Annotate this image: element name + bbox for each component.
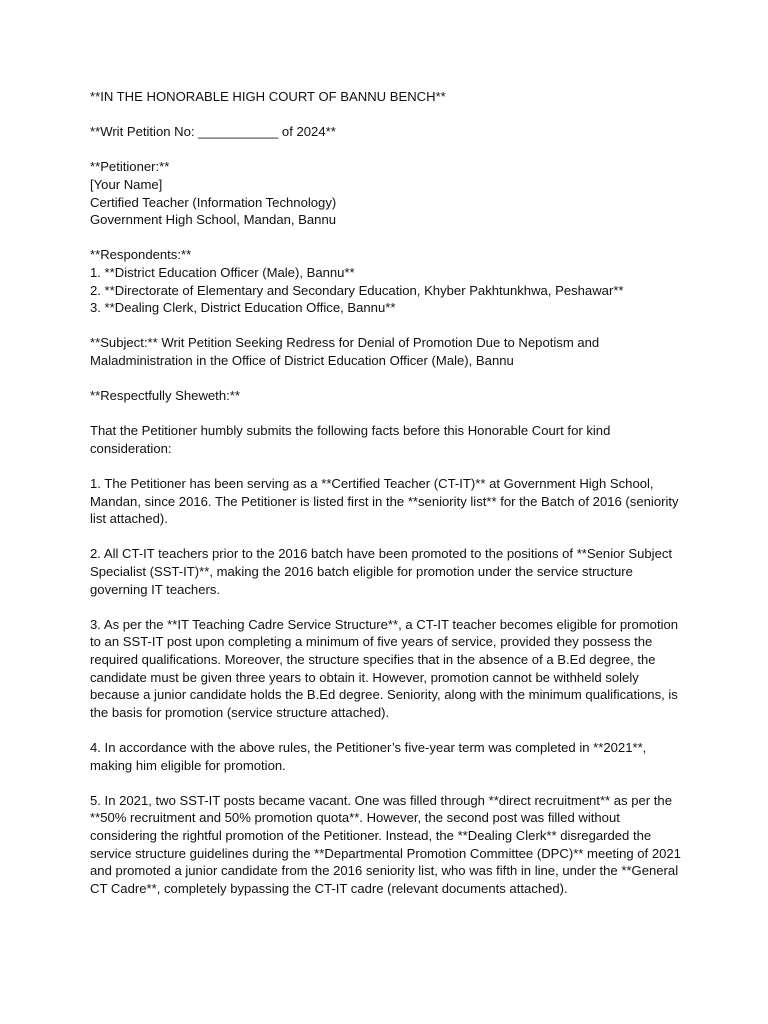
- salutation: **Respectfully Sheweth:**: [90, 388, 240, 404]
- fact-paragraph-2: 2. All CT-IT teachers prior to the 2016 batch have been promoted to the positions of **Senior Subject Specialist (SST-IT)**, making the 2016 batch eligible for promotion under the service structure governing IT teachers.: [90, 546, 676, 597]
- subject-paragraph: **Subject:** Writ Petition Seeking Redress for Denial of Promotion Due to Nepotism and Maladministration in the Office of District Education Officer (Male), Bannu: [90, 335, 603, 368]
- petitioner-designation: Certified Teacher (Information Technology): [90, 194, 337, 210]
- fact-paragraph-5: 5. In 2021, two SST-IT posts became vacant. One was filled through **direct recruitment** as per the **50% recruitment and 50% promotion quota**. However, the second post was filled without considering the rightful promotion of the Petitioner. Instead, the **Dealing Clerk** disregarded the service structure guidelines during the **Departmental Promotion Committee (DPC)** meeting of 2021 and promoted a junior candidate from the 2016 seniority list, who was fifth in line, under the **General CT Cadre**, completely bypassing the CT-IT cadre (relevant documents attached).: [90, 792, 685, 896]
- petitioner-label: **Petitioner:**: [90, 159, 170, 175]
- petitioner-block: [90, 158, 690, 228]
- intro-paragraph: That the Petitioner humbly submits the following facts before this Honorable Court for kind consideration:: [90, 423, 615, 456]
- petitioner-name: [Your Name]: [90, 176, 163, 192]
- fact-paragraph-1: 1. The Petitioner has been serving as a **Certified Teacher (CT-IT)** at Government High School, Mandan, since 2016. The Petitioner is listed first in the **seniority list** for the Batch of 2016 (seniority list attached).: [90, 476, 683, 527]
- respondents-block: [90, 246, 690, 316]
- fact-paragraph-4: 4. In accordance with the above rules, the Petitioner’s five-year term was completed in **2021**, making him eligible for promotion.: [90, 739, 650, 773]
- petitioner-school: Government High School, Mandan, Bannu: [90, 212, 337, 228]
- petition-number: **Writ Petition No: ___________ of 2024**: [90, 124, 336, 140]
- respondents-label: **Respondents:**: [90, 247, 192, 263]
- fact-paragraph-3: 3. As per the **IT Teaching Cadre Service Structure**, a CT-IT teacher becomes eligible for promotion to an SST-IT post upon completing a minimum of five years of service, provided they possess the required qualifications. Moreover, the structure specifies that in the absence of a B.Ed degree, the candidate must be given three years to obtain it. However, promotion cannot be withheld solely because a junior candidate holds the B.Ed degree. Seniority, along with the minimum qualifications, is the basis for promotion (service structure attached).: [90, 616, 682, 720]
- respondent-item: 2. **Directorate of Elementary and Secondary Education, Khyber Pakhtunkhwa, Peshawar**: [90, 282, 624, 298]
- court-heading: **IN THE HONORABLE HIGH COURT OF BANNU BENCH**: [90, 89, 446, 104]
- respondent-item: 1. **District Education Officer (Male), Bannu**: [90, 264, 355, 280]
- respondent-item: 3. **Dealing Clerk, District Education Office, Bannu**: [90, 300, 396, 316]
- document-page: [90, 88, 690, 915]
